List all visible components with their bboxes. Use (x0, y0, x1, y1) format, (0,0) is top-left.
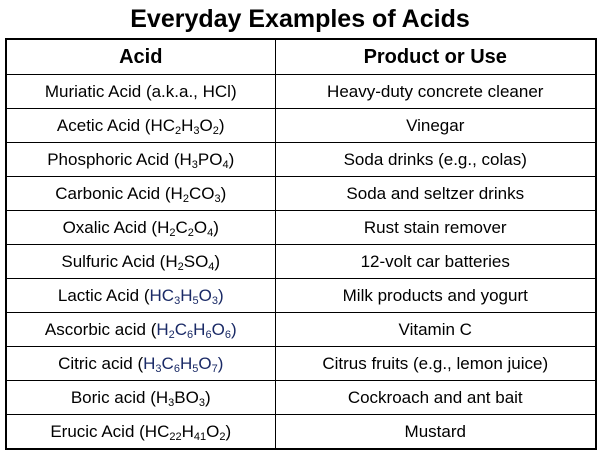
acid-name: Carbonic Acid ( (55, 183, 171, 203)
table-row (6, 347, 596, 381)
acid-cell (6, 75, 275, 109)
use-cell: 12-volt car batteries (275, 245, 596, 279)
acid-cell (6, 347, 275, 381)
table-row (6, 211, 596, 245)
column-header-use: Product or Use (275, 39, 596, 75)
table-body (6, 75, 596, 450)
acid-name: Lactic Acid ( (57, 285, 150, 305)
acid-name: Oxalic Acid ( (62, 217, 158, 237)
use-cell: Soda drinks (e.g., colas) (275, 143, 596, 177)
acid-name: Erucic Acid ( (50, 421, 145, 441)
acid-name: Citric acid ( (58, 353, 144, 373)
use-cell: Milk products and yogurt (275, 279, 596, 313)
acid-name: Boric acid ( (70, 387, 156, 407)
acid-cell (6, 245, 275, 279)
acid-cell (6, 109, 275, 143)
acid-formula: $H_2C_2O_4$) (157, 217, 219, 239)
acid-cell (6, 211, 275, 245)
table-row (6, 381, 596, 415)
use-cell: Mustard (275, 415, 596, 450)
table-row (6, 245, 596, 279)
acid-name: Ascorbic acid ( (44, 319, 157, 339)
acid-formula: $HC_2H_3O_2$) (150, 115, 225, 137)
use-cell: Rust stain remover (275, 211, 596, 245)
table-row (6, 177, 596, 211)
table-row (6, 415, 596, 450)
acid-formula: $HC_3H_5O_3$) (149, 285, 224, 307)
acid-formula: $H_3BO_3$) (155, 387, 211, 409)
acid-formula: $H_3C_6H_5O_7$) (143, 353, 224, 375)
acid-cell (6, 313, 275, 347)
acid-name: Phosphoric Acid ( (47, 149, 180, 169)
acid-name: Acetic Acid ( (56, 115, 151, 135)
acid-formula: $H_2C_6H_6O_6$) (156, 319, 237, 341)
acids-table (5, 38, 597, 450)
table-row (6, 313, 596, 347)
acid-cell (6, 381, 275, 415)
use-cell: Cockroach and ant bait (275, 381, 596, 415)
use-cell: Heavy-duty concrete cleaner (275, 75, 596, 109)
page-title: Everyday Examples of Acids (130, 5, 470, 33)
acid-formula: $H_2CO_3$) (170, 183, 227, 205)
table-row (6, 75, 596, 109)
table-row (6, 109, 596, 143)
use-cell: Vinegar (275, 109, 596, 143)
table-row (6, 279, 596, 313)
acid-formula: $H_3PO_4$) (179, 149, 235, 171)
table-header-row (6, 39, 596, 75)
use-cell: Citrus fruits (e.g., lemon juice) (275, 347, 596, 381)
acid-formula: $H_2SO_4$) (165, 251, 221, 273)
table-row (6, 143, 596, 177)
use-cell: Soda and seltzer drinks (275, 177, 596, 211)
acid-cell (6, 415, 275, 450)
acid-cell (6, 143, 275, 177)
acid-name: Sulfuric Acid ( (61, 251, 166, 271)
column-header-acid: Acid (6, 39, 275, 75)
acid-name: Muriatic Acid (a.k.a., HCl) (44, 81, 237, 101)
acid-formula: $HC_{22}H_{41}O_2$) (144, 421, 232, 443)
use-cell: Vitamin C (275, 313, 596, 347)
acid-cell (6, 279, 275, 313)
acid-cell (6, 177, 275, 211)
